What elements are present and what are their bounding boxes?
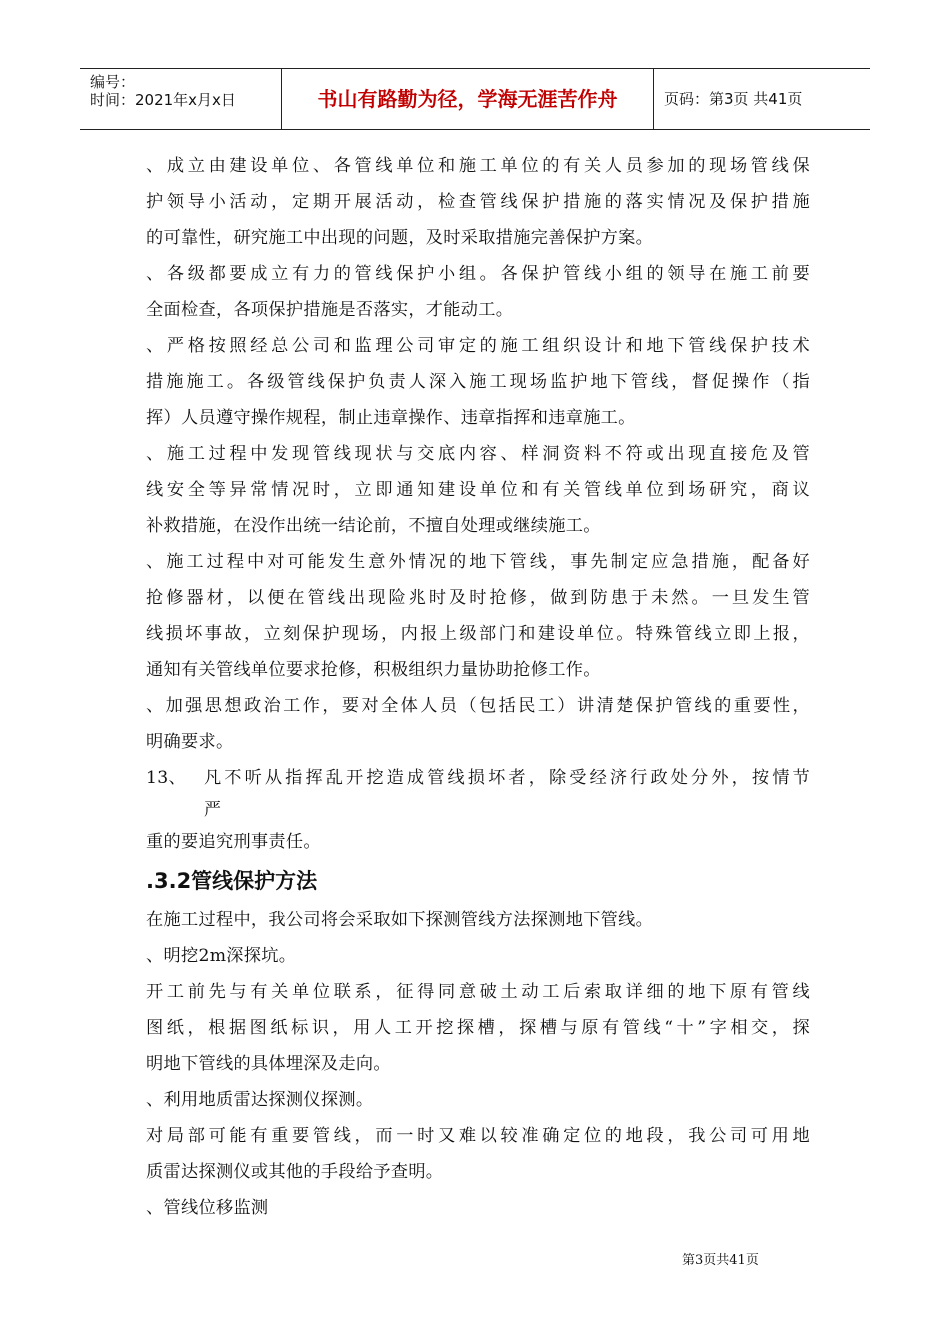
section-heading: .3.2管线保护方法	[146, 869, 318, 893]
body-line: 通知有关管线单位要求抢修，积极组织力量协助抢修工作。	[146, 660, 601, 680]
item-tail: 重的要追究刑事责任。	[146, 832, 321, 852]
body-line: 明确要求。	[146, 732, 234, 752]
document-body	[146, 148, 810, 1226]
body-line: 挥）人员遵守操作规程，制止违章操作、违章指挥和违章施工。	[146, 408, 636, 428]
document-number: 编号：	[90, 73, 136, 91]
numbered-item-13	[146, 760, 810, 796]
body-line: 、施工过程中对可能发生意外情况的地下管线，事先制定应急措施，配备好	[146, 552, 810, 572]
body-line: 明地下管线的具体埋深及走向。	[146, 1054, 391, 1074]
body-line: 护领导小活动，定期开展活动，检查管线保护措施的落实情况及保护措施	[146, 192, 810, 212]
body-line: 线安全等异常情况时，立即通知建设单位和有关管线单位到场研究，商议	[146, 480, 810, 500]
body-line: 、严格按照经总公司和监理公司审定的施工组织设计和地下管线保护技术	[146, 336, 810, 356]
body-line: 、施工过程中发现管线现状与交底内容、样洞资料不符或出现直接危及管	[146, 444, 810, 464]
header-motto: 书山有路勤为径，学海无涯苦作舟	[317, 87, 618, 111]
body-line: 、利用地质雷达探测仪探测。	[146, 1090, 374, 1110]
page-footer: 第3页共41页	[682, 1253, 759, 1268]
item-text: 凡不听从指挥乱开挖造成管线损坏者，除受经济行政处分外，按情节	[204, 768, 810, 788]
body-line: 、加强思想政治工作，要对全体人员（包括民工）讲清楚保护管线的重要性，	[146, 696, 810, 716]
item-number: 13、	[146, 768, 186, 788]
body-line: 的可靠性，研究施工中出现的问题，及时采取措施完善保护方案。	[146, 228, 654, 248]
page-header	[80, 68, 870, 130]
body-line: 全面检查，各项保护措施是否落实，才能动工。	[146, 300, 514, 320]
item-wrap-char: 严	[204, 800, 221, 820]
body-line: 、各级都要成立有力的管线保护小组。各保护管线小组的领导在施工前要	[146, 264, 810, 284]
header-meta	[80, 69, 282, 129]
body-line: 开工前先与有关单位联系，征得同意破土动工后索取详细的地下原有管线	[146, 982, 810, 1002]
body-line: 图纸，根据图纸标识，用人工开挖探槽，探槽与原有管线“十”字相交，探	[146, 1018, 810, 1038]
body-line: 措施施工。各级管线保护负责人深入施工现场监护地下管线，督促操作（指	[146, 372, 810, 392]
body-line: 质雷达探测仪或其他的手段给予查明。	[146, 1162, 444, 1182]
body-line: 、明挖2m深探坑。	[146, 946, 297, 966]
body-line: 、管线位移监测	[146, 1198, 269, 1218]
body-line: 、成立由建设单位、各管线单位和施工单位的有关人员参加的现场管线保	[146, 156, 810, 176]
body-line: 补救措施，在没作出统一结论前，不擅自处理或继续施工。	[146, 516, 601, 536]
body-line: 线损坏事故，立刻保护现场，内报上级部门和建设单位。特殊管线立即上报，	[146, 624, 810, 644]
body-line: 对局部可能有重要管线，而一时又难以较准确定位的地段，我公司可用地	[146, 1126, 810, 1146]
body-line: 在施工过程中，我公司将会采取如下探测管线方法探测地下管线。	[146, 910, 654, 930]
body-line: 抢修器材，以便在管线出现险兆时及时抢修，做到防患于未然。一旦发生管	[146, 588, 810, 608]
header-motto-cell	[282, 69, 654, 129]
document-date: 时间：2021年x月x日	[90, 91, 236, 109]
header-page-number: 页码：第3页 共41页	[664, 90, 803, 108]
